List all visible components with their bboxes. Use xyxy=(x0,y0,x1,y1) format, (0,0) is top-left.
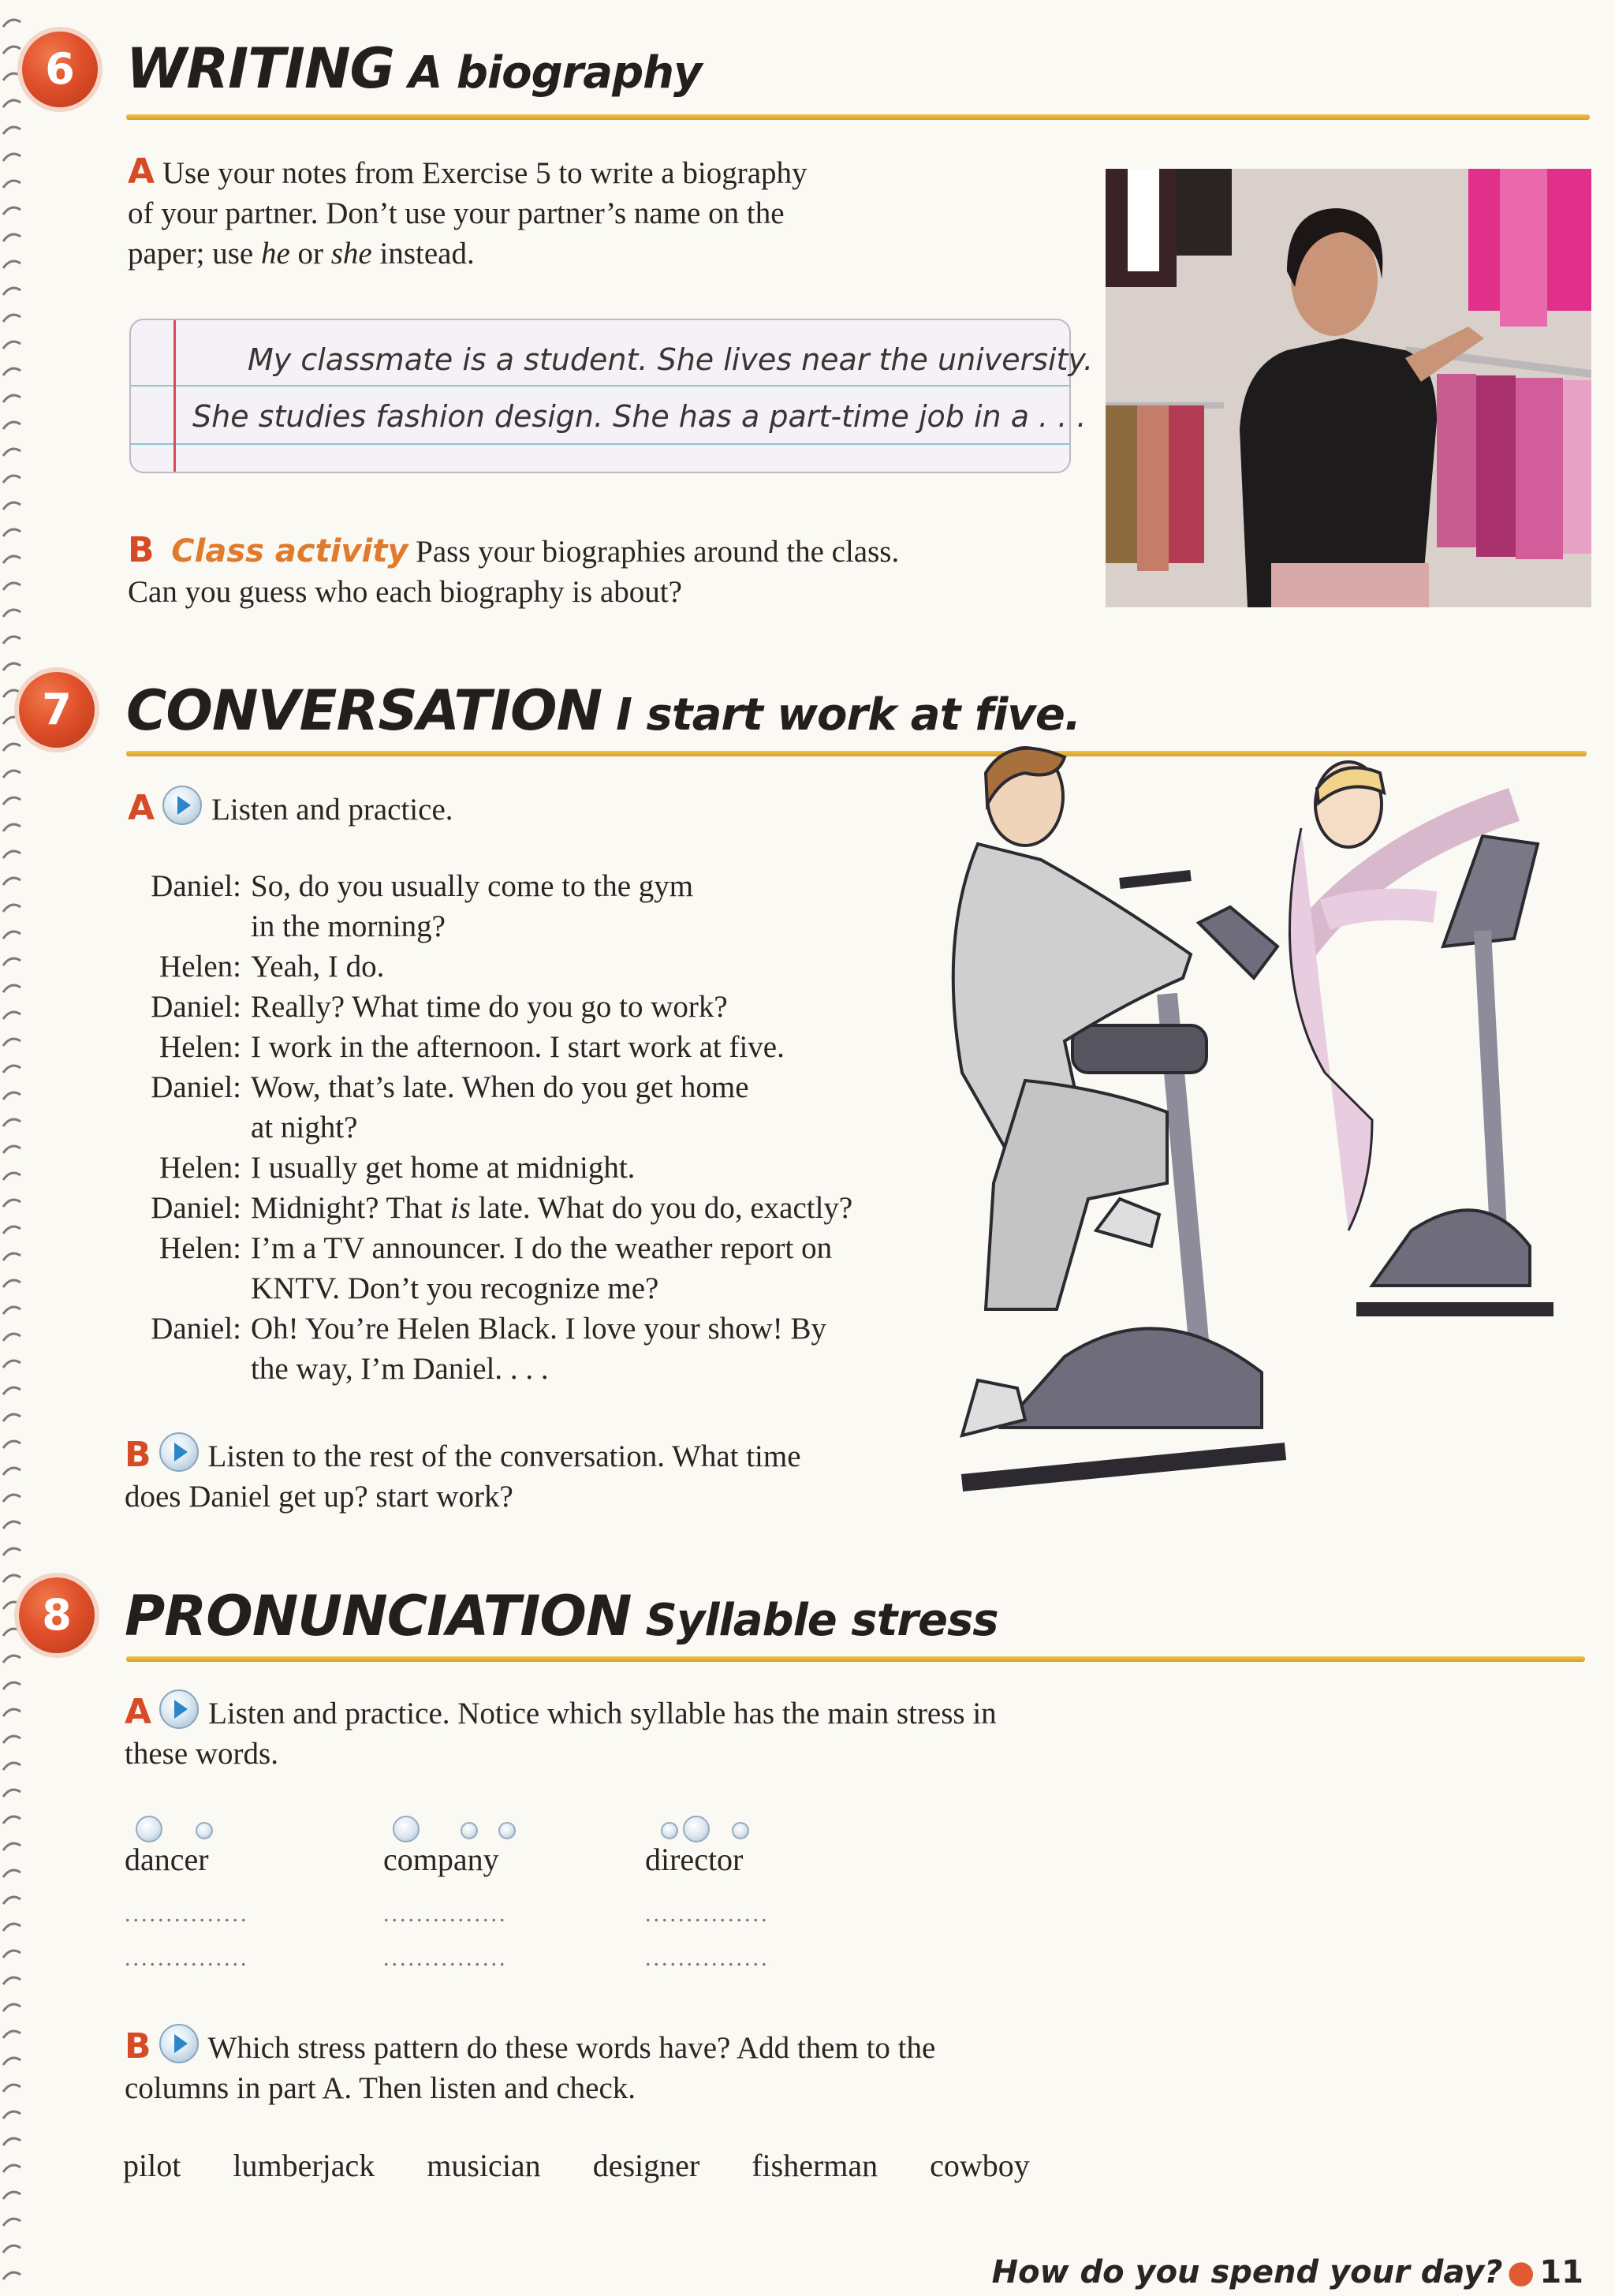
word-item: lumberjack xyxy=(233,2148,375,2183)
part-letter-a: A xyxy=(128,788,155,828)
spiral-binding xyxy=(0,0,27,2296)
speaker: Daniel: xyxy=(151,869,241,903)
part-letter-a: A xyxy=(128,151,155,192)
part-letter-b: B xyxy=(125,2026,151,2066)
section-6-badge: 6 xyxy=(22,32,98,107)
section-6-part-b xyxy=(128,530,1074,612)
word-item: fisherman xyxy=(752,2148,878,2183)
speaker: Daniel: xyxy=(151,1312,241,1346)
example-line: My classmate is a student. She lives near the university. xyxy=(248,342,1094,377)
instruction-text: columns in part A. Then listen and check. xyxy=(125,2071,636,2105)
dialog-text: I’m a TV announcer. I do the weather report on xyxy=(251,1231,833,1265)
instruction-text: Which stress pattern do these words have? Add them to the xyxy=(207,2031,936,2065)
stress-word: dancer xyxy=(125,1842,209,1877)
instruction-text: does Daniel get up? start work? xyxy=(125,1480,513,1514)
emphasis-he: he xyxy=(260,237,290,271)
speaker: Helen: xyxy=(159,950,241,984)
speaker xyxy=(125,1107,251,1148)
instruction-text: these words. xyxy=(125,1737,278,1771)
notebook-example xyxy=(129,319,1094,473)
gym-bikes-illustration xyxy=(931,741,1553,1522)
speaker xyxy=(125,1268,251,1309)
word-item: pilot xyxy=(123,2148,181,2183)
instruction-text: Listen and practice. xyxy=(211,793,453,827)
section-7-part-a xyxy=(128,786,453,830)
section-title-main: CONVERSATION xyxy=(126,678,602,743)
stress-circle-icon xyxy=(136,1816,162,1842)
answer-line[interactable]: ............... xyxy=(645,1945,770,1971)
stress-circle-icon xyxy=(732,1822,749,1839)
instruction-text: Listen and practice. Notice which syllable has the main stress in xyxy=(208,1697,997,1730)
word-item: cowboy xyxy=(930,2148,1030,2183)
section-title-sub: A biography xyxy=(408,47,702,99)
stress-word: company xyxy=(383,1842,499,1877)
dialog-text: Yeah, I do. xyxy=(251,950,385,984)
instruction-text: Use your notes from Exercise 5 to write a biography xyxy=(162,156,808,190)
instruction-text: of your partner. Don’t use your partner’s name on the xyxy=(128,196,785,230)
speaker: Daniel: xyxy=(151,990,241,1024)
speaker: Helen: xyxy=(159,1151,241,1185)
section-8-part-a xyxy=(125,1689,1307,1774)
speaker xyxy=(125,906,251,946)
stress-circle-icon xyxy=(461,1822,478,1839)
section-rule xyxy=(126,1656,1585,1662)
stress-circle-icon xyxy=(661,1822,678,1839)
play-audio-icon[interactable] xyxy=(159,1432,199,1472)
dialog-text: Oh! You’re Helen Black. I love your show! By xyxy=(251,1312,827,1346)
dialog-text: I usually get home at midnight. xyxy=(251,1151,636,1185)
answer-line[interactable]: ............... xyxy=(383,1901,508,1927)
section-7-badge: 7 xyxy=(19,672,95,748)
page-footer xyxy=(992,2254,1583,2290)
stress-circle-icon xyxy=(196,1822,213,1839)
word-item: designer xyxy=(592,2148,700,2183)
section-6-part-a xyxy=(128,151,1058,274)
dialog-text: at night? xyxy=(251,1111,358,1144)
section-6-title xyxy=(126,36,702,101)
instruction-text: instead. xyxy=(371,237,475,271)
stress-circle-icon xyxy=(683,1816,710,1842)
word-item: musician xyxy=(427,2148,541,2183)
instruction-text: paper; use xyxy=(128,237,261,271)
dialog-text: So, do you usually come to the gym xyxy=(251,869,694,903)
section-title-main: WRITING xyxy=(126,36,394,101)
play-audio-icon[interactable] xyxy=(159,2024,199,2063)
section-rule xyxy=(126,114,1590,120)
class-activity-label: Class activity xyxy=(171,533,408,569)
answer-line[interactable]: ............... xyxy=(125,1901,249,1927)
section-8-part-b xyxy=(125,2024,1307,2108)
word-list xyxy=(123,2147,1082,2184)
dialog-text: the way, I’m Daniel. . . . xyxy=(251,1352,549,1386)
stress-circle-icon xyxy=(498,1822,516,1839)
section-8-badge: 8 xyxy=(19,1577,95,1653)
part-letter-a: A xyxy=(125,1692,152,1732)
dialog-text: in the morning? xyxy=(251,909,446,943)
example-line: She studies fashion design. She has a part-time job in a . . . xyxy=(192,399,1087,434)
fashion-designer-photo xyxy=(1106,169,1591,607)
emphasis-is: is xyxy=(449,1191,471,1225)
part-letter-b: B xyxy=(128,530,155,570)
answer-line[interactable]: ............... xyxy=(383,1945,508,1971)
dialog-text: Midnight? That is late. What do you do, exactly? xyxy=(251,1191,853,1225)
emphasis-she: she xyxy=(330,237,372,271)
instruction-text: Listen to the rest of the conversation. What time xyxy=(207,1439,801,1473)
section-title-sub: I start work at five. xyxy=(616,689,1081,741)
play-audio-icon[interactable] xyxy=(162,786,202,825)
dialog-text: KNTV. Don’t you recognize me? xyxy=(251,1271,659,1305)
dialog-text: Wow, that’s late. When do you get home xyxy=(251,1070,749,1104)
instruction-text: Can you guess who each biography is about? xyxy=(128,575,682,609)
speaker: Daniel: xyxy=(151,1070,241,1104)
speaker: Daniel: xyxy=(151,1191,241,1225)
instruction-text: Pass your biographies around the class. xyxy=(408,535,900,569)
section-7-part-b xyxy=(125,1432,1071,1517)
footer-title: How do you spend your day? xyxy=(991,2254,1503,2290)
footer-bullet: ● xyxy=(1507,2254,1535,2290)
section-8-title xyxy=(125,1584,998,1648)
section-title-main: PRONUNCIATION xyxy=(125,1584,632,1648)
instruction-text: or xyxy=(289,237,331,271)
section-7-title xyxy=(126,678,1080,743)
part-letter-b: B xyxy=(125,1435,151,1475)
speaker: Helen: xyxy=(159,1030,241,1064)
page-number: 11 xyxy=(1539,2254,1583,2290)
answer-line[interactable]: ............... xyxy=(645,1901,770,1927)
speaker xyxy=(125,1349,251,1389)
speaker: Helen: xyxy=(159,1231,241,1265)
answer-line[interactable]: ............... xyxy=(125,1945,249,1971)
section-title-sub: Syllable stress xyxy=(645,1595,998,1646)
stress-word: director xyxy=(645,1842,744,1877)
play-audio-icon[interactable] xyxy=(159,1689,199,1729)
dialog-text: I work in the afternoon. I start work at five. xyxy=(251,1030,785,1064)
dialog-text: Really? What time do you go to work? xyxy=(251,990,728,1024)
stress-circle-icon xyxy=(393,1816,420,1842)
